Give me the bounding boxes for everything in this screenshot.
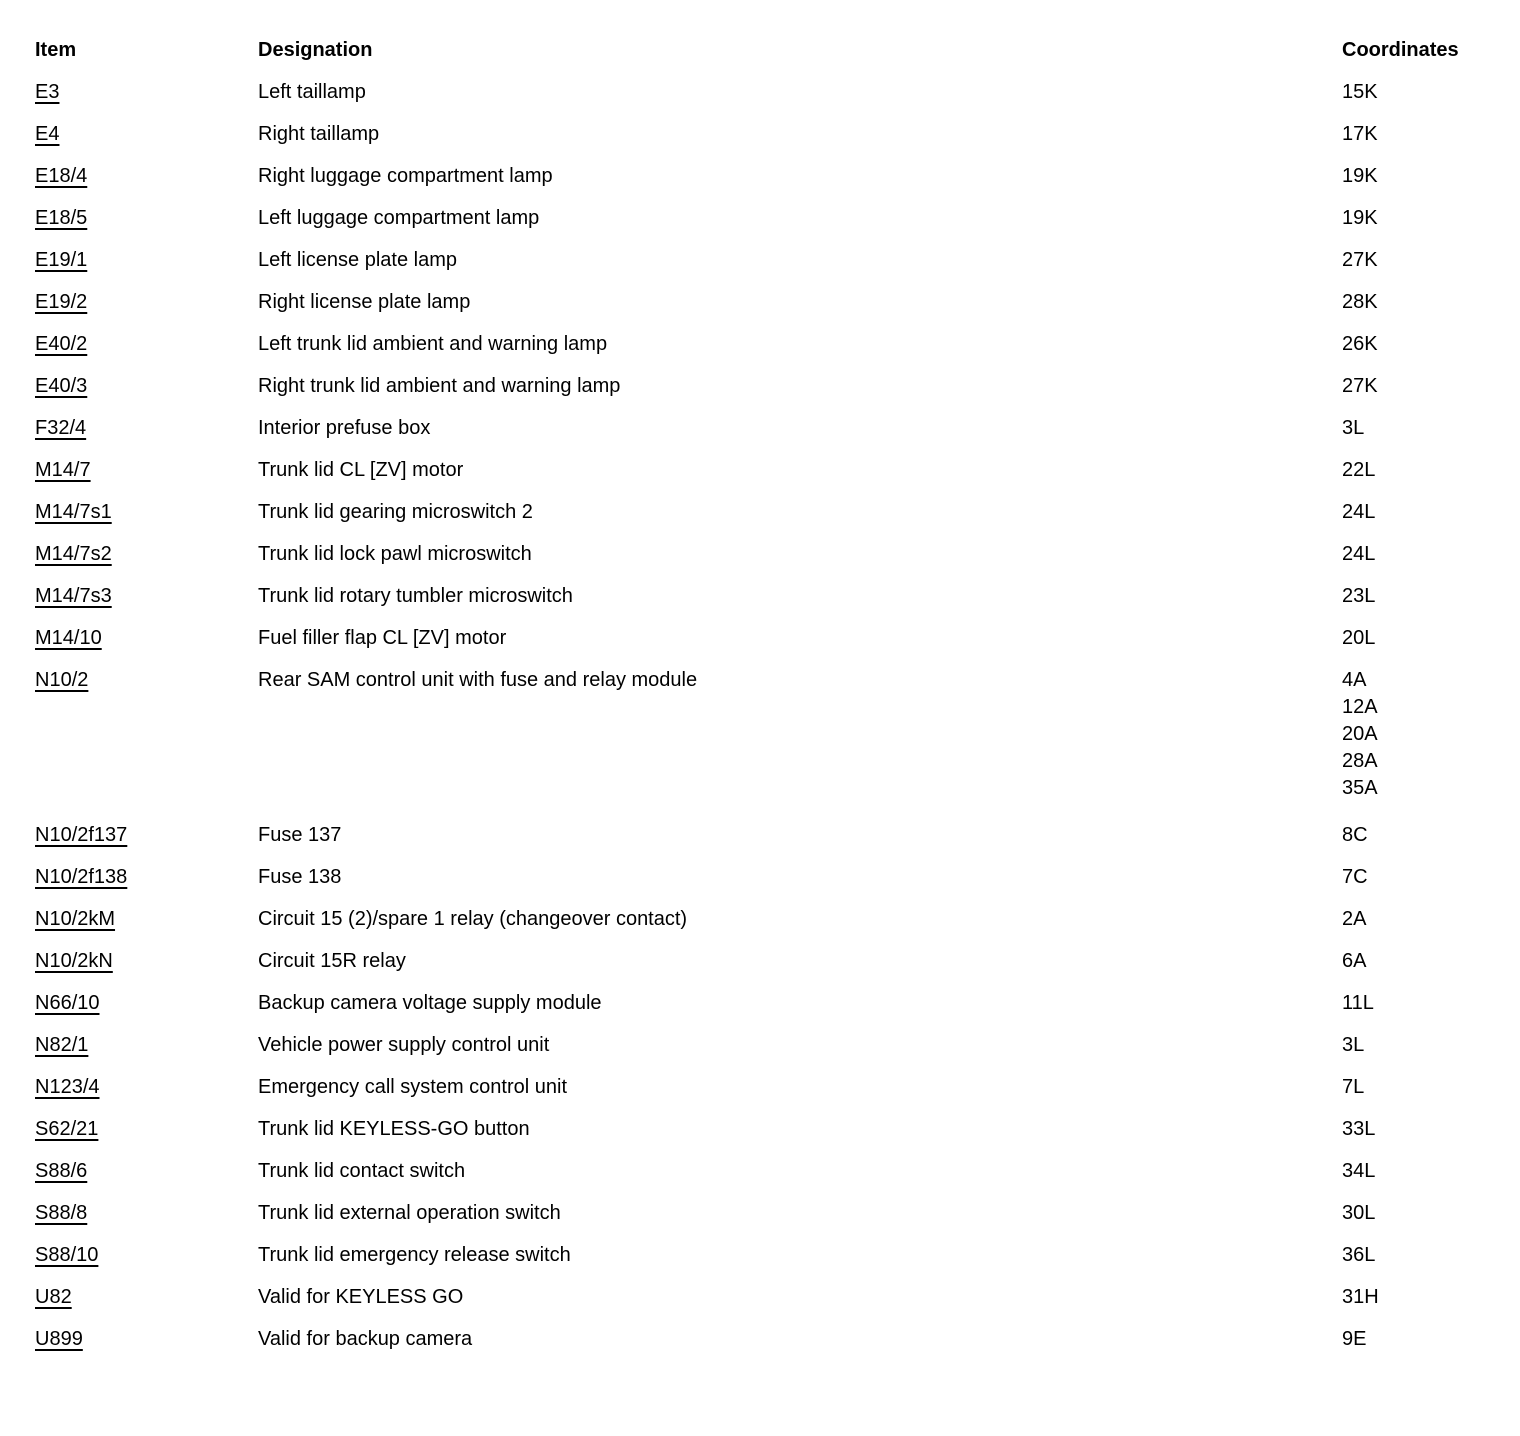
coordinate-value: 34L [1342, 1160, 1376, 1182]
designation-text: Valid for backup camera [258, 1328, 473, 1350]
item-cell [35, 373, 258, 400]
designation-text: Right license plate lamp [258, 291, 471, 313]
table-row [35, 163, 1500, 190]
coordinates-cell [1342, 1158, 1500, 1185]
coordinate-value: 27K [1342, 375, 1378, 397]
item-code-link[interactable]: N10/2kM [35, 908, 116, 930]
item-code-link[interactable]: E3 [35, 81, 60, 103]
item-cell [35, 1200, 258, 1227]
coordinates-cell [1342, 1284, 1500, 1311]
table-row [35, 583, 1500, 610]
coordinates-cell [1342, 499, 1500, 526]
item-cell [35, 541, 258, 568]
item-cell [35, 625, 258, 652]
designation-text: Rear SAM control unit with fuse and relay module [258, 669, 698, 691]
item-cell [35, 247, 258, 274]
coordinate-value: 9E [1342, 1328, 1367, 1350]
coordinate-value: 36L [1342, 1244, 1376, 1266]
item-code-link[interactable]: S88/6 [35, 1160, 88, 1182]
item-code-link[interactable]: N10/2 [35, 669, 89, 691]
item-cell [35, 1284, 258, 1311]
item-code-link[interactable]: N82/1 [35, 1034, 89, 1056]
column-header-item: Item [35, 39, 77, 61]
coordinates-cell [1342, 864, 1500, 891]
designation-text: Fuse 138 [258, 866, 342, 888]
table-row [35, 1242, 1500, 1269]
item-code-link[interactable]: U899 [35, 1328, 83, 1350]
coordinate-value: 20L [1342, 627, 1376, 649]
item-cell [35, 906, 258, 933]
item-code-link[interactable]: E18/4 [35, 165, 88, 187]
item-code-link[interactable]: S88/8 [35, 1202, 88, 1224]
coordinates-cell [1342, 541, 1500, 568]
coordinate-value: 17K [1342, 123, 1378, 145]
coordinate-value: 27K [1342, 249, 1378, 271]
table-row [35, 1284, 1500, 1311]
item-cell [35, 822, 258, 849]
table-row [35, 289, 1500, 316]
item-code-link[interactable]: U82 [35, 1286, 72, 1308]
item-code-link[interactable]: N123/4 [35, 1076, 100, 1098]
coordinates-cell [1342, 457, 1500, 484]
coordinate-value: 35A [1342, 777, 1378, 799]
designation-text: Circuit 15R relay [258, 950, 406, 972]
coordinates-cell [1342, 373, 1500, 400]
coordinate-value: 22L [1342, 459, 1376, 481]
item-cell [35, 331, 258, 358]
coordinates-cell [1342, 79, 1500, 106]
designation-text: Trunk lid lock pawl microswitch [258, 543, 532, 565]
table-row [35, 541, 1500, 568]
coordinates-cell [1342, 990, 1500, 1017]
table-body [35, 79, 1500, 1353]
coordinates-cell [1342, 948, 1500, 975]
table-row [35, 499, 1500, 526]
coordinates-cell [1342, 1326, 1500, 1353]
coordinate-value: 33L [1342, 1118, 1376, 1140]
designation-text: Left trunk lid ambient and warning lamp [258, 333, 608, 355]
item-cell [35, 1116, 258, 1143]
table-row [35, 247, 1500, 274]
table-row [35, 990, 1500, 1017]
table-row [35, 457, 1500, 484]
item-code-link[interactable]: E40/2 [35, 333, 88, 355]
coordinate-value: 7L [1342, 1076, 1365, 1098]
item-code-link[interactable]: N10/2kN [35, 950, 113, 972]
item-code-link[interactable]: E19/1 [35, 249, 88, 271]
designation-text: Trunk lid CL [ZV] motor [258, 459, 464, 481]
item-cell [35, 163, 258, 190]
item-code-link[interactable]: N10/2f138 [35, 866, 128, 888]
designation-text: Vehicle power supply control unit [258, 1034, 550, 1056]
item-cell [35, 457, 258, 484]
coordinate-value: 31H [1342, 1286, 1379, 1308]
column-header-designation: Designation [258, 39, 373, 61]
item-cell [35, 948, 258, 975]
table-row [35, 1074, 1500, 1101]
coordinate-value: 4A [1342, 669, 1367, 691]
item-cell [35, 1158, 258, 1185]
designation-text: Right trunk lid ambient and warning lamp [258, 375, 621, 397]
coordinates-cell [1342, 583, 1500, 610]
coordinate-value: 28K [1342, 291, 1378, 313]
coordinates-cell [1342, 667, 1500, 802]
coordinates-cell [1342, 121, 1500, 148]
table-row [35, 948, 1500, 975]
item-code-link[interactable]: N10/2f137 [35, 824, 128, 846]
item-code-link[interactable]: M14/7s1 [35, 501, 112, 523]
item-cell [35, 1326, 258, 1353]
designation-text: Trunk lid emergency release switch [258, 1244, 571, 1266]
item-code-link[interactable]: S62/21 [35, 1118, 99, 1140]
item-cell [35, 205, 258, 232]
table-header-row [35, 37, 1500, 64]
table-row [35, 121, 1500, 148]
coordinate-value: 8C [1342, 824, 1368, 846]
coordinate-value: 23L [1342, 585, 1376, 607]
coordinates-cell [1342, 1074, 1500, 1101]
designation-text: Trunk lid KEYLESS-GO button [258, 1118, 530, 1140]
item-cell [35, 864, 258, 891]
coordinate-value: 11L [1342, 992, 1374, 1014]
item-code-link[interactable]: E40/3 [35, 375, 88, 397]
coordinate-value: 7C [1342, 866, 1368, 888]
designation-text: Trunk lid contact switch [258, 1160, 466, 1182]
coordinate-value: 24L [1342, 501, 1376, 523]
table-row [35, 864, 1500, 891]
table-row [35, 415, 1500, 442]
coordinate-value: 19K [1342, 207, 1378, 229]
designation-text: Interior prefuse box [258, 417, 431, 439]
coordinates-cell [1342, 289, 1500, 316]
coordinates-cell [1342, 247, 1500, 274]
coordinates-cell [1342, 331, 1500, 358]
table-row [35, 373, 1500, 400]
item-code-link[interactable]: E19/2 [35, 291, 88, 313]
designation-text: Left luggage compartment lamp [258, 207, 540, 229]
item-cell [35, 289, 258, 316]
designation-text: Trunk lid external operation switch [258, 1202, 561, 1224]
table-row [35, 1116, 1500, 1143]
item-cell [35, 667, 258, 694]
coordinate-value: 12A [1342, 696, 1378, 718]
coordinates-cell [1342, 625, 1500, 652]
coordinates-cell [1342, 415, 1500, 442]
table-row [35, 205, 1500, 232]
coordinates-cell [1342, 1242, 1500, 1269]
item-cell [35, 1074, 258, 1101]
item-code-link[interactable]: E18/5 [35, 207, 88, 229]
designation-text: Right luggage compartment lamp [258, 165, 553, 187]
coordinate-value: 15K [1342, 81, 1378, 103]
designation-text: Valid for KEYLESS GO [258, 1286, 464, 1308]
table-row [35, 667, 1500, 802]
coordinate-value: 20A [1342, 723, 1378, 745]
item-code-link[interactable]: S88/10 [35, 1244, 99, 1266]
item-code-link[interactable]: E4 [35, 123, 60, 145]
coordinates-cell [1342, 906, 1500, 933]
coordinates-cell [1342, 163, 1500, 190]
designation-text: Left license plate lamp [258, 249, 458, 271]
item-cell [35, 499, 258, 526]
coordinate-value: 2A [1342, 908, 1367, 930]
table-row [35, 822, 1500, 849]
coordinates-cell [1342, 1032, 1500, 1059]
designation-text: Right taillamp [258, 123, 380, 145]
table-row [35, 331, 1500, 358]
coordinate-value: 3L [1342, 1034, 1365, 1056]
coordinates-cell [1342, 822, 1500, 849]
coordinates-cell [1342, 205, 1500, 232]
coordinate-value: 3L [1342, 417, 1365, 439]
table-row [35, 906, 1500, 933]
item-code-link[interactable]: N66/10 [35, 992, 100, 1014]
designation-text: Trunk lid rotary tumbler microswitch [258, 585, 573, 607]
table-row [35, 1032, 1500, 1059]
table-row [35, 1326, 1500, 1353]
coordinate-value: 30L [1342, 1202, 1376, 1224]
item-code-link[interactable]: M14/7 [35, 459, 91, 481]
item-cell [35, 121, 258, 148]
coordinate-value: 19K [1342, 165, 1378, 187]
item-cell [35, 79, 258, 106]
coordinate-value: 26K [1342, 333, 1378, 355]
designation-text: Emergency call system control unit [258, 1076, 568, 1098]
coordinate-value: 28A [1342, 750, 1378, 772]
item-cell [35, 415, 258, 442]
item-code-link[interactable]: M14/7s2 [35, 543, 112, 565]
item-cell [35, 1032, 258, 1059]
column-header-coordinates: Coordinates [1342, 39, 1459, 61]
table-row [35, 79, 1500, 106]
designation-text: Fuse 137 [258, 824, 342, 846]
table-row [35, 625, 1500, 652]
item-cell [35, 1242, 258, 1269]
designation-text: Trunk lid gearing microswitch 2 [258, 501, 533, 523]
coordinate-value: 6A [1342, 950, 1367, 972]
item-cell [35, 990, 258, 1017]
designation-text: Left taillamp [258, 81, 366, 103]
coordinates-cell [1342, 1200, 1500, 1227]
item-code-link[interactable]: M14/10 [35, 627, 102, 649]
designation-text: Fuel filler flap CL [ZV] motor [258, 627, 507, 649]
coordinate-value: 24L [1342, 543, 1376, 565]
item-cell [35, 583, 258, 610]
item-code-link[interactable]: M14/7s3 [35, 585, 112, 607]
table-row [35, 1158, 1500, 1185]
designation-text: Backup camera voltage supply module [258, 992, 602, 1014]
item-code-link[interactable]: F32/4 [35, 417, 87, 439]
table-row [35, 1200, 1500, 1227]
coordinates-cell [1342, 1116, 1500, 1143]
designation-text: Circuit 15 (2)/spare 1 relay (changeover contact) [258, 908, 688, 930]
